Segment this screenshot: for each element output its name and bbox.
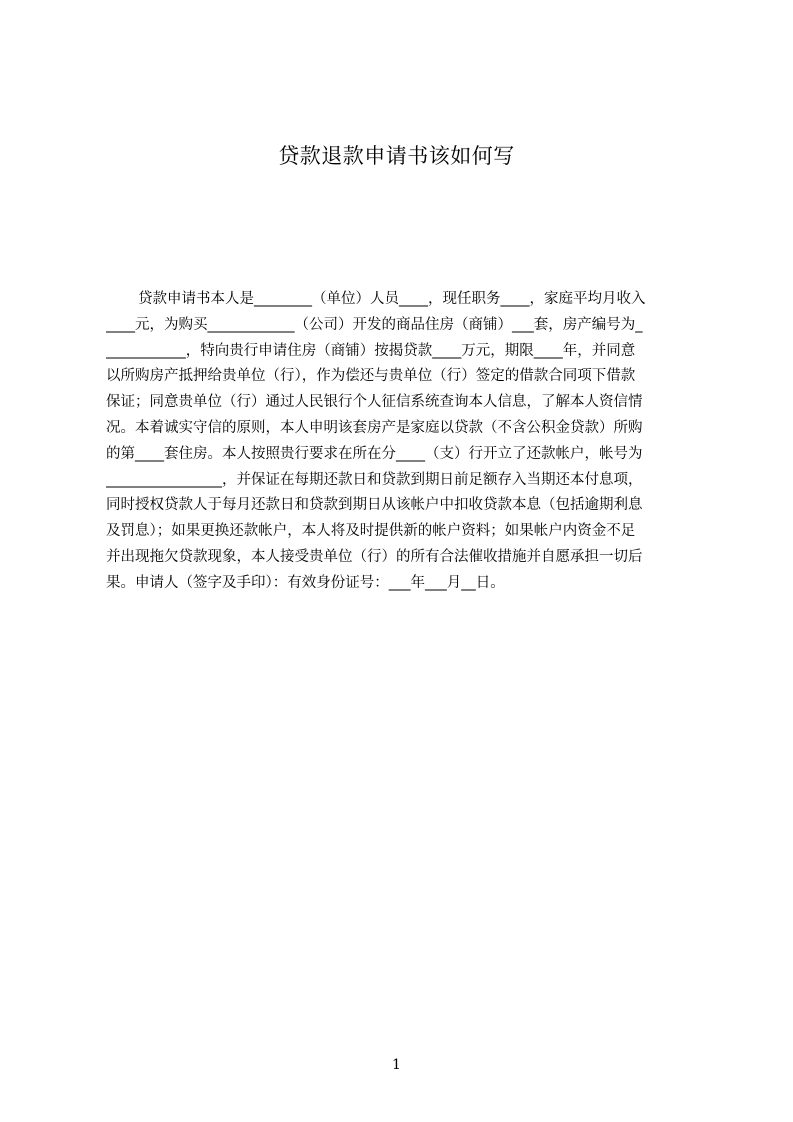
document-title: 贷款退款申请书该如何写 [278, 144, 515, 168]
page-number: 1 [392, 1057, 401, 1073]
paragraph-line: 的第____套住房。本人按照贵行要求在所在分____（支）行开立了还款帐户，帐号为 [106, 445, 643, 462]
paragraph-line: 保证；同意贵单位（行）通过人民银行个人征信系统查询本人信息，了解本人资信情 [106, 394, 643, 411]
paragraph-line: ________________，并保证在每期还款日和贷款到期日前足额存入当期还本付息项， [106, 471, 643, 488]
paragraph-line: 并出现拖欠贷款现象，本人接受贵单位（行）的所有合法催收措施并自愿承担一切后 [106, 548, 643, 565]
paragraph-line: ___________，特向贵行申请住房（商铺）按揭贷款____万元，期限____年，并同意 [106, 342, 636, 359]
paragraph-line: 同时授权贷款人于每月还款日和贷款到期日从该帐户中扣收贷款本息（包括逾期利息 [106, 497, 643, 514]
paragraph-line: 以所购房产抵押给贵单位（行），作为偿还与贵单位（行）签定的借款合同项下借款 [106, 368, 636, 385]
paragraph-line: 及罚息）；如果更换还款帐户，本人将及时提供新的帐户资料；如果帐户内资金不足 [106, 523, 636, 540]
paragraph-line: ____元，为购买____________（公司）开发的商品住房（商铺）___套，房产编号为_ [106, 316, 643, 333]
paragraph-line: 贷款申请书本人是________（单位）人员____，现任职务____，家庭平均月收入 [138, 291, 646, 307]
paragraph-line: 况。本着诚实守信的原则，本人申明该套房产是家庭以贷款（不含公积金贷款）所购 [106, 419, 643, 436]
paragraph-line: 果。申请人（签字及手印）：有效身份证号：___年___月__日。 [106, 574, 505, 591]
application-body [106, 287, 698, 597]
